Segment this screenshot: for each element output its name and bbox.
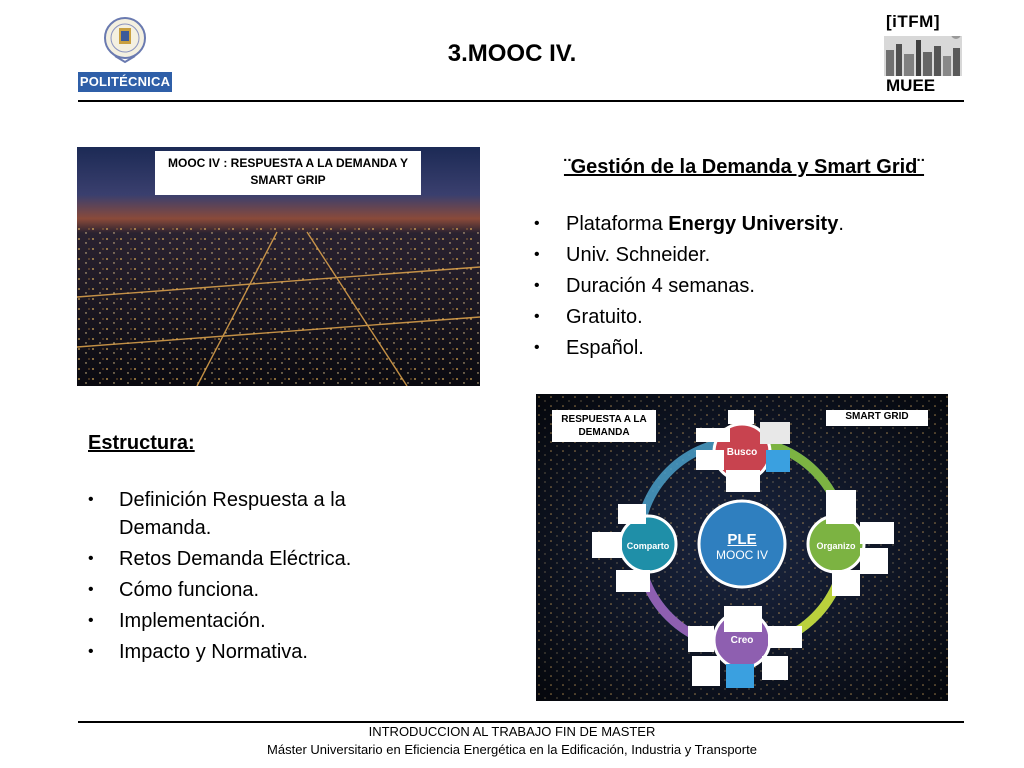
itfm-logo	[884, 12, 964, 96]
list-item: • Implementación.	[88, 607, 408, 635]
diagram-node-comparto: Comparto	[626, 541, 670, 551]
bullet-icon: •	[534, 339, 540, 356]
youtube-icon	[728, 410, 754, 424]
ple-diagram	[536, 394, 948, 701]
course-features-list	[534, 210, 844, 365]
list-item: • Gratuito.	[534, 303, 844, 334]
bullet-icon: •	[534, 277, 540, 294]
bullet-icon: •	[88, 581, 94, 598]
chart-icon	[760, 422, 790, 444]
diagram-node-organizo: Organizo	[816, 541, 856, 551]
diagram-center-subtitle: MOOC IV	[715, 548, 768, 562]
list-item: • Cómo funciona.	[88, 576, 408, 604]
energy-university-icon	[724, 606, 762, 632]
energy-university-icon	[726, 470, 760, 492]
list-item: • Definición Respuesta a la Demanda.	[88, 486, 408, 542]
structure-list	[88, 486, 408, 669]
vimeo-icon	[726, 664, 754, 688]
list-item: • Retos Demanda Eléctrica.	[88, 545, 408, 573]
diagram-center-title: PLE	[727, 531, 757, 548]
blog-icon	[618, 504, 646, 524]
diagram-tag-demand: RESPUESTA A LA DEMANDA	[552, 410, 656, 442]
list-item: • Español.	[534, 334, 844, 365]
bullet-icon: •	[534, 246, 540, 263]
bullet-icon: •	[88, 491, 94, 508]
bullet-icon: •	[88, 612, 94, 629]
city-skyline-icon	[884, 36, 962, 76]
office-icon	[768, 626, 802, 648]
header-divider	[78, 100, 964, 102]
dropbox-icon	[826, 490, 856, 524]
structure-title: Estructura:	[88, 432, 195, 454]
diagram-node-busco: Busco	[726, 447, 758, 458]
diagram-node-creo: Creo	[730, 635, 754, 646]
bullet-icon: •	[534, 308, 540, 325]
footer-master-name: Máster Universitario en Eficiencia Energética en la Edificación, Industria y Transporte	[267, 742, 757, 757]
energy-university-icon	[616, 570, 650, 592]
list-item: • Univ. Schneider.	[534, 241, 844, 272]
itfm-logo-top-text: [iTFM]	[886, 12, 940, 31]
list-item: • Duración 4 semanas.	[534, 272, 844, 303]
bullet-icon: •	[88, 643, 94, 660]
wordpress-icon	[832, 570, 860, 596]
list-item: • Plataforma Energy University.	[534, 210, 844, 241]
itfm-logo-bottom-text: MUEE	[886, 76, 936, 95]
footer-course-name: INTRODUCCION AL TRABAJO FIN DE MASTER	[368, 724, 656, 739]
page-title: 3.MOOC IV.	[447, 40, 577, 67]
photo-caption: MOOC IV : RESPUESTA A LA DEMANDA Y SMART GRIP	[155, 151, 421, 195]
upm-logo-text: POLITÉCNICA	[78, 72, 172, 92]
google-icon	[696, 428, 730, 442]
diagram-tag-smart-grid: SMART GRID	[826, 410, 928, 426]
pdf-icon	[692, 656, 720, 686]
list-item: • Impacto y Normativa.	[88, 638, 408, 666]
wordpress-icon	[688, 626, 714, 652]
bullet-icon: •	[534, 215, 540, 232]
footer-divider	[78, 721, 964, 723]
bullet-icon: •	[88, 550, 94, 567]
course-title: ¨Gestión de la Demanda y Smart Grid¨	[563, 156, 925, 178]
flickr-icon	[762, 656, 788, 680]
